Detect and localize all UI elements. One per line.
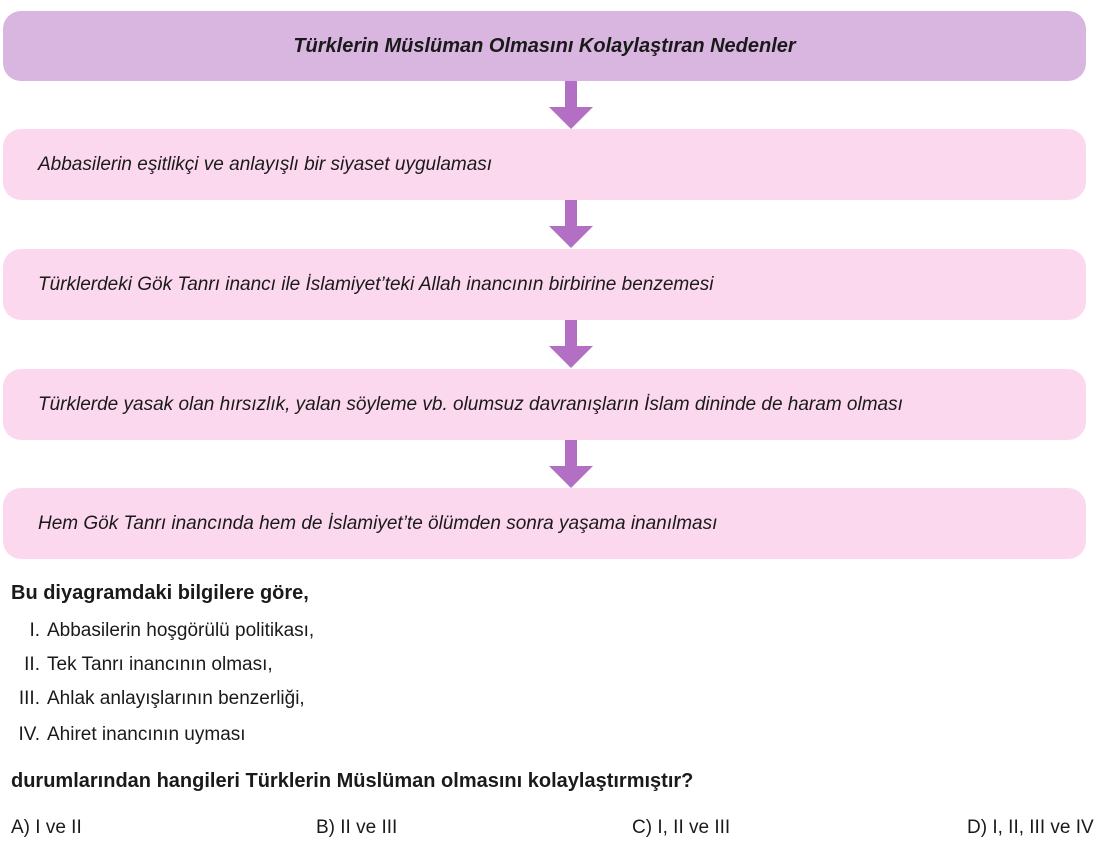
statement-2 [0,654,273,684]
question-tail: durumlarından hangileri Türklerin Müslüman olmasını kolaylaştırmıştır? [11,770,694,792]
statement-number: II. [24,654,40,675]
down-arrow-icon [549,440,593,488]
statement-3 [0,688,305,718]
statement-number: III. [18,688,40,709]
statement-1 [0,620,314,650]
statement-number: I. [29,620,40,641]
option-c[interactable]: C) I, II ve III [632,817,731,838]
down-arrow-icon [549,81,593,129]
option-d[interactable]: D) I, II, III ve IV [967,817,1094,838]
statement-text: Ahiret inancının uyması [47,724,246,745]
down-arrow-icon [549,320,593,368]
option-b[interactable]: B) II ve III [316,817,398,838]
reason-box-3: Türklerde yasak olan hırsızlık, yalan söyleme vb. olumsuz davranışların İslam dininde de haram olması [3,369,1086,440]
statement-text: Tek Tanrı inancının olması, [47,654,273,675]
statement-text: Ahlak anlayışlarının benzerliği, [47,688,305,709]
diagram-title: Türklerin Müslüman Olmasını Kolaylaştıran Nedenler [3,11,1086,81]
statement-text: Abbasilerin hoşgörülü politikası, [47,620,315,641]
option-a[interactable]: A) I ve II [11,817,82,838]
statement-number: IV. [18,724,40,745]
down-arrow-icon [549,200,593,248]
statement-4 [0,724,246,754]
question-lead: Bu diyagramdaki bilgilere göre, [11,582,309,604]
reason-box-2: Türklerdeki Gök Tanrı inancı ile İslamiyet’teki Allah inancının birbirine benzemesi [3,249,1086,320]
reason-box-1: Abbasilerin eşitlikçi ve anlayışlı bir siyaset uygulaması [3,129,1086,200]
reason-box-4: Hem Gök Tanrı inancında hem de İslamiyet’te ölümden sonra yaşama inanılması [3,488,1086,559]
